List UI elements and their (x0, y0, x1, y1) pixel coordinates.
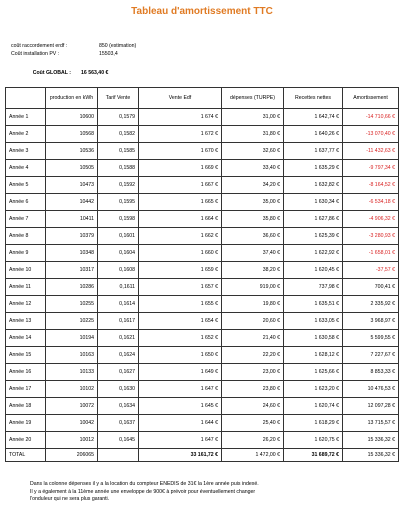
cell-depenses: 24,60 € (222, 398, 284, 415)
cell-vente: 1 654 € (139, 313, 222, 330)
cell-annee: Année 11 (6, 279, 46, 296)
cell-amortissement: -9 797,34 € (343, 160, 399, 177)
cell-annee: Année 1 (6, 109, 46, 126)
cell-production: 10133 (46, 364, 98, 381)
cell-annee: Année 17 (6, 381, 46, 398)
cell-depenses: 22,20 € (222, 347, 284, 364)
table-row (6, 228, 399, 245)
cell-production: 10600 (46, 109, 98, 126)
cell-tarif: 0,1627 (98, 364, 139, 381)
cell-annee: Année 6 (6, 194, 46, 211)
total-label: TOTAL (6, 449, 46, 462)
cell-depenses: 35,00 € (222, 194, 284, 211)
cell-amortissement: 13 715,57 € (343, 415, 399, 432)
table-row (6, 126, 399, 143)
cell-vente: 1 647 € (139, 432, 222, 449)
table-row (6, 194, 399, 211)
cell-tarif: 0,1608 (98, 262, 139, 279)
cell-tarif: 0,1614 (98, 296, 139, 313)
cell-vente: 1 657 € (139, 279, 222, 296)
cell-vente: 1 659 € (139, 262, 222, 279)
cell-amortissement: -11 432,63 € (343, 143, 399, 160)
cell-amortissement: 3 968,97 € (343, 313, 399, 330)
cell-depenses: 35,80 € (222, 211, 284, 228)
table-row (6, 347, 399, 364)
cell-amortissement: -8 164,52 € (343, 177, 399, 194)
cell-tarif: 0,1592 (98, 177, 139, 194)
cell-depenses: 33,40 € (222, 160, 284, 177)
cell-tarif: 0,1617 (98, 313, 139, 330)
cell-depenses: 23,00 € (222, 364, 284, 381)
cell-depenses: 31,00 € (222, 109, 284, 126)
cell-vente: 1 672 € (139, 126, 222, 143)
cell-amortissement: -13 070,40 € (343, 126, 399, 143)
cell-amortissement: 8 853,33 € (343, 364, 399, 381)
table-row (6, 432, 399, 449)
cell-vente: 1 674 € (139, 109, 222, 126)
cell-annee: Année 7 (6, 211, 46, 228)
cell-depenses: 23,80 € (222, 381, 284, 398)
cell-tarif: 0,1579 (98, 109, 139, 126)
cell-tarif: 0,1582 (98, 126, 139, 143)
cell-depenses: 919,00 € (222, 279, 284, 296)
footnote-line: Il y a également à la 11ème année une enveloppe de 900€ à prévoir pour éventuellement changer (30, 488, 256, 495)
cell-depenses: 26,20 € (222, 432, 284, 449)
meta-installation (11, 51, 118, 58)
cell-annee: Année 10 (6, 262, 46, 279)
cell-depenses: 36,60 € (222, 228, 284, 245)
cell-recettes: 1 640,26 € (284, 126, 343, 143)
cell-annee: Année 19 (6, 415, 46, 432)
cell-production: 10072 (46, 398, 98, 415)
cell-annee: Année 4 (6, 160, 46, 177)
total-row (6, 449, 399, 462)
footnotes (30, 481, 380, 504)
cell-recettes: 1 635,29 € (284, 160, 343, 177)
cell-production: 10012 (46, 432, 98, 449)
cell-amortissement: 10 476,53 € (343, 381, 399, 398)
cell-annee: Année 13 (6, 313, 46, 330)
column-header: dépenses (TURPE) (222, 88, 284, 109)
table-row (6, 143, 399, 160)
cell-tarif: 0,1588 (98, 160, 139, 177)
cell-production: 10317 (46, 262, 98, 279)
column-header: production en kWh (46, 88, 98, 109)
table-row (6, 330, 399, 347)
global-value: 16 563,40 € (81, 70, 109, 76)
cell-depenses: 37,40 € (222, 245, 284, 262)
table-row (6, 364, 399, 381)
cell-production: 10163 (46, 347, 98, 364)
cell-vente: 1 650 € (139, 347, 222, 364)
cell-production: 10225 (46, 313, 98, 330)
total-recettes: 31 689,72 € (284, 449, 343, 462)
cell-production: 10379 (46, 228, 98, 245)
table-row (6, 262, 399, 279)
table-row (6, 415, 399, 432)
cell-depenses: 38,20 € (222, 262, 284, 279)
cell-vente: 1 665 € (139, 194, 222, 211)
cell-recettes: 1 623,20 € (284, 381, 343, 398)
table-row (6, 296, 399, 313)
cell-annee: Année 2 (6, 126, 46, 143)
cell-production: 10042 (46, 415, 98, 432)
cell-vente: 1 647 € (139, 381, 222, 398)
cell-depenses: 21,40 € (222, 330, 284, 347)
cell-recettes: 1 633,05 € (284, 313, 343, 330)
cell-recettes: 1 625,39 € (284, 228, 343, 245)
meta-value: 850 (estimation) (99, 43, 137, 49)
cell-vente: 1 645 € (139, 398, 222, 415)
cell-vente: 1 649 € (139, 364, 222, 381)
table-row (6, 398, 399, 415)
cell-vente: 1 644 € (139, 415, 222, 432)
column-header: Tarif Vente (98, 88, 139, 109)
column-header: Recettes nettes (284, 88, 343, 109)
cell-production: 10473 (46, 177, 98, 194)
cell-recettes: 1 620,45 € (284, 262, 343, 279)
cell-production: 10442 (46, 194, 98, 211)
meta-global (11, 70, 108, 77)
cell-recettes: 1 620,74 € (284, 398, 343, 415)
cell-recettes: 1 630,34 € (284, 194, 343, 211)
table-row (6, 279, 399, 296)
cell-tarif: 0,1630 (98, 381, 139, 398)
total-production: 206065 (46, 449, 98, 462)
cell-recettes: 1 622,92 € (284, 245, 343, 262)
cell-production: 10536 (46, 143, 98, 160)
cell-amortissement: -4 906,32 € (343, 211, 399, 228)
cell-annee: Année 3 (6, 143, 46, 160)
cell-depenses: 32,60 € (222, 143, 284, 160)
cell-amortissement: 7 227,67 € (343, 347, 399, 364)
cell-depenses: 34,20 € (222, 177, 284, 194)
cell-recettes: 1 632,82 € (284, 177, 343, 194)
page-title: Tableau d'amortissement TTC (131, 6, 273, 17)
column-header: Vente Edf (139, 88, 222, 109)
meta-label: coût raccordement erdf : (11, 43, 68, 49)
cell-depenses: 19,80 € (222, 296, 284, 313)
cell-depenses: 25,40 € (222, 415, 284, 432)
table-row (6, 109, 399, 126)
cell-production: 10505 (46, 160, 98, 177)
cell-vente: 1 660 € (139, 245, 222, 262)
table-row (6, 160, 399, 177)
cell-recettes: 1 637,77 € (284, 143, 343, 160)
total-tarif (98, 449, 139, 462)
cell-annee: Année 14 (6, 330, 46, 347)
cell-annee: Année 20 (6, 432, 46, 449)
cell-annee: Année 8 (6, 228, 46, 245)
cell-tarif: 0,1645 (98, 432, 139, 449)
cell-recettes: 1 628,12 € (284, 347, 343, 364)
cell-tarif: 0,1634 (98, 398, 139, 415)
cell-tarif: 0,1621 (98, 330, 139, 347)
cell-tarif: 0,1585 (98, 143, 139, 160)
cell-tarif: 0,1604 (98, 245, 139, 262)
cell-tarif: 0,1595 (98, 194, 139, 211)
cell-production: 10348 (46, 245, 98, 262)
table-row (6, 381, 399, 398)
cell-vente: 1 662 € (139, 228, 222, 245)
cell-vente: 1 655 € (139, 296, 222, 313)
cell-tarif: 0,1611 (98, 279, 139, 296)
column-header: Amortissement (343, 88, 399, 109)
footnote-line: Dans la colonne dépenses il y a la location du compteur ENEDIS de 31€ la 1ère année puis indexé. (30, 481, 259, 487)
total-depenses: 1 472,00 € (222, 449, 284, 462)
cell-vente: 1 652 € (139, 330, 222, 347)
total-vente: 33 161,72 € (139, 449, 222, 462)
cell-annee: Année 15 (6, 347, 46, 364)
cell-annee: Année 9 (6, 245, 46, 262)
cell-recettes: 1 625,66 € (284, 364, 343, 381)
table-row (6, 211, 399, 228)
cell-depenses: 31,80 € (222, 126, 284, 143)
cell-annee: Année 16 (6, 364, 46, 381)
cell-production: 10568 (46, 126, 98, 143)
cell-amortissement: 700,41 € (343, 279, 399, 296)
cell-amortissement: 5 599,55 € (343, 330, 399, 347)
cell-vente: 1 664 € (139, 211, 222, 228)
meta-label: Coût installation PV : (11, 51, 60, 57)
cell-tarif: 0,1624 (98, 347, 139, 364)
cell-amortissement: -6 534,18 € (343, 194, 399, 211)
cell-amortissement: 15 336,32 € (343, 432, 399, 449)
cell-annee: Année 5 (6, 177, 46, 194)
cell-tarif: 0,1637 (98, 415, 139, 432)
cell-amortissement: -3 280,93 € (343, 228, 399, 245)
cell-production: 10286 (46, 279, 98, 296)
cell-production: 10255 (46, 296, 98, 313)
cell-recettes: 1 630,58 € (284, 330, 343, 347)
cell-amortissement: -37,57 € (343, 262, 399, 279)
cell-vente: 1 667 € (139, 177, 222, 194)
cell-recettes: 1 620,75 € (284, 432, 343, 449)
table-header-row (6, 88, 399, 109)
cell-annee: Année 18 (6, 398, 46, 415)
cell-production: 10194 (46, 330, 98, 347)
cell-recettes: 737,98 € (284, 279, 343, 296)
cell-amortissement: -1 658,01 € (343, 245, 399, 262)
cell-recettes: 1 618,29 € (284, 415, 343, 432)
footnote-line: l'onduleur qui ne sera plus garanti. (30, 496, 110, 502)
cell-production: 10411 (46, 211, 98, 228)
amortization-table (5, 87, 399, 462)
cell-amortissement: 2 335,92 € (343, 296, 399, 313)
cell-tarif: 0,1601 (98, 228, 139, 245)
cell-vente: 1 670 € (139, 143, 222, 160)
cell-amortissement: -14 710,66 € (343, 109, 399, 126)
cell-annee: Année 12 (6, 296, 46, 313)
meta-raccordement (11, 43, 136, 50)
table-row (6, 177, 399, 194)
cell-depenses: 20,60 € (222, 313, 284, 330)
table-row (6, 313, 399, 330)
total-amortissement: 15 336,32 € (343, 449, 399, 462)
global-label: Coût GLOBAL : (32, 70, 71, 76)
cell-recettes: 1 635,51 € (284, 296, 343, 313)
cell-recettes: 1 642,74 € (284, 109, 343, 126)
meta-value: 15503,4 (99, 51, 118, 57)
cell-tarif: 0,1598 (98, 211, 139, 228)
table-row (6, 245, 399, 262)
cell-recettes: 1 627,86 € (284, 211, 343, 228)
column-header (6, 88, 46, 109)
cell-production: 10102 (46, 381, 98, 398)
cell-amortissement: 12 097,28 € (343, 398, 399, 415)
cell-vente: 1 669 € (139, 160, 222, 177)
